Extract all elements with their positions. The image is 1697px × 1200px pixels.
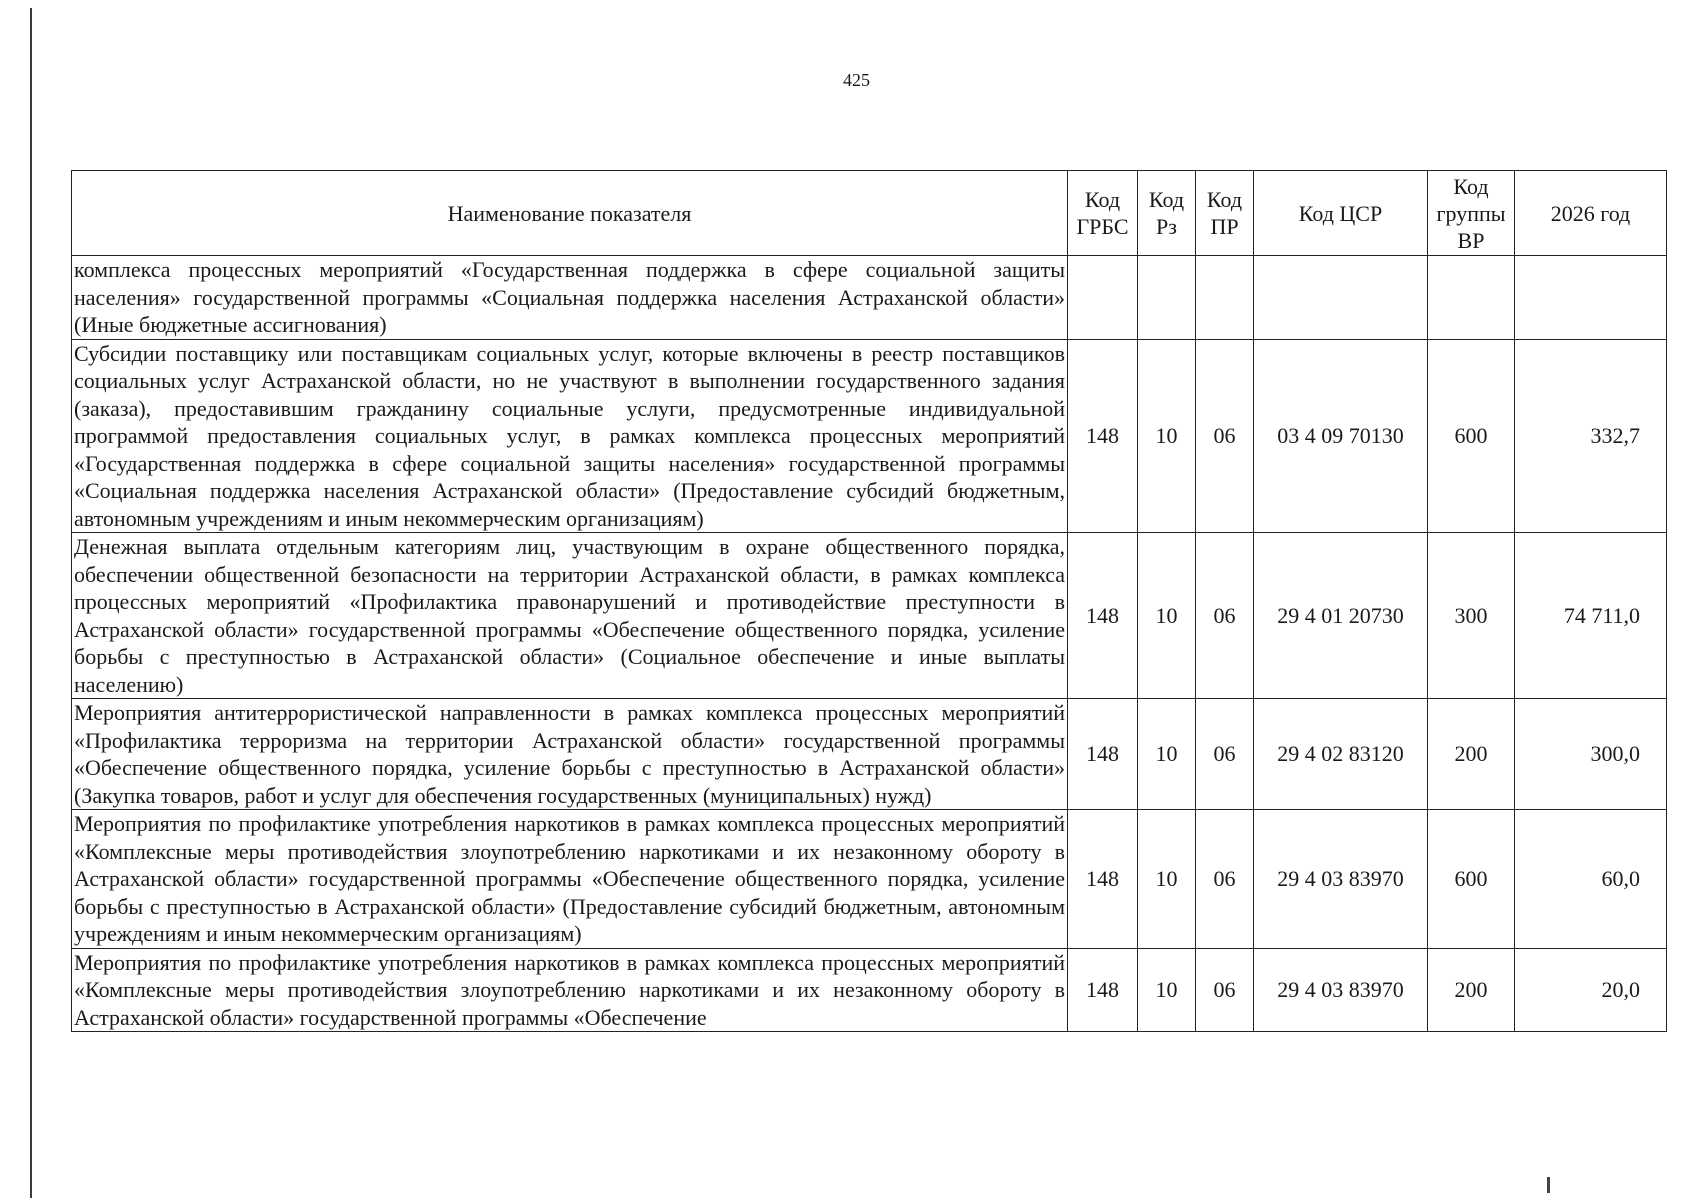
row-amount: 300,0: [1515, 699, 1667, 810]
header-pr: Код ПР: [1196, 171, 1254, 256]
row-csr: [1254, 256, 1428, 340]
row-pr: [1196, 256, 1254, 340]
row-name: комплекса процессных мероприятий «Государственная поддержка в сфере социальной защиты населения» государственной программы «Социальная поддержка населения Астраханской области» (Иные бюджетные ассигнования): [72, 256, 1068, 340]
header-year: 2026 год: [1515, 171, 1667, 256]
row-amount: 20,0: [1515, 948, 1667, 1032]
row-name: Мероприятия по профилактике употребления наркотиков в рамках комплекса процессных мероприятий «Комплексные меры противодействия злоупотреблению наркотиками и их незаконному обороту в Астраханской области» государственной программы «Обеспечение: [72, 948, 1068, 1032]
row-vr: 600: [1428, 339, 1515, 533]
header-rz: Код Рз: [1138, 171, 1196, 256]
row-pr: 06: [1196, 699, 1254, 810]
row-pr: 06: [1196, 810, 1254, 949]
header-vr: Код группы ВР: [1428, 171, 1515, 256]
row-grbs: 148: [1068, 533, 1138, 699]
row-rz: 10: [1138, 810, 1196, 949]
row-vr: 300: [1428, 533, 1515, 699]
table-header-row: [72, 171, 1667, 256]
table-row: [72, 339, 1667, 533]
row-rz: 10: [1138, 948, 1196, 1032]
table-row: [72, 810, 1667, 949]
page-edge-line: [30, 8, 32, 1198]
row-vr: [1428, 256, 1515, 340]
row-name: Субсидии поставщику или поставщикам социальных услуг, которые включены в реестр поставщиков социальных услуг Астраханской области, но не участвуют в выполнении государственного задания (заказа), предоставившим гражданину социальные услуги, предусмотренные индивидуальной программой предоставления социальных услуг, в рамках комплекса процессных мероприятий «Государственная поддержка в сфере социальной защиты населения» государственной программы «Социальная поддержка населения Астраханской области» (Предоставление субсидий бюджетным, автономным учреждениям и иным некоммерческим организациям): [72, 339, 1068, 533]
row-vr: 200: [1428, 948, 1515, 1032]
row-name: Мероприятия антитеррористической направленности в рамках комплекса процессных мероприятий «Профилактика терроризма на территории Астраханской области» государственной программы «Обеспечение общественного порядка, усиление борьбы с преступностью в Астраханской области» (Закупка товаров, работ и услуг для обеспечения государственных (муниципальных) нужд): [72, 699, 1068, 810]
row-vr: 200: [1428, 699, 1515, 810]
row-pr: 06: [1196, 533, 1254, 699]
stray-ink-mark: [1547, 1177, 1550, 1193]
header-csr: Код ЦСР: [1254, 171, 1428, 256]
row-amount: 332,7: [1515, 339, 1667, 533]
table-row: [72, 256, 1667, 340]
row-amount: 60,0: [1515, 810, 1667, 949]
row-rz: [1138, 256, 1196, 340]
row-pr: 06: [1196, 339, 1254, 533]
row-grbs: [1068, 256, 1138, 340]
row-name: Денежная выплата отдельным категориям лиц, участвующим в охране общественного порядка, обеспечении общественной безопасности на территории Астраханской области, в рамках комплекса процессных мероприятий «Профилактика правонарушений и противодействие преступности в Астраханской области» государственной программы «Обеспечение общественного порядка, усиление борьбы с преступностью в Астраханской области» (Социальное обеспечение и иные выплаты населению): [72, 533, 1068, 699]
page-number: 425: [843, 70, 870, 90]
table-row: [72, 948, 1667, 1032]
row-amount: 74 711,0: [1515, 533, 1667, 699]
budget-table: [71, 170, 1667, 1032]
row-vr: 600: [1428, 810, 1515, 949]
row-csr: 29 4 02 83120: [1254, 699, 1428, 810]
table-row: [72, 533, 1667, 699]
row-name: Мероприятия по профилактике употребления наркотиков в рамках комплекса процессных мероприятий «Комплексные меры противодействия злоупотреблению наркотиками и их незаконному обороту в Астраханской области» государственной программы «Обеспечение общественного порядка, усиление борьбы с преступностью в Астраханской области» (Предоставление субсидий бюджетным, автономным учреждениям и иным некоммерческим организациям): [72, 810, 1068, 949]
row-grbs: 148: [1068, 339, 1138, 533]
row-csr: 29 4 03 83970: [1254, 810, 1428, 949]
row-grbs: 148: [1068, 810, 1138, 949]
row-csr: 03 4 09 70130: [1254, 339, 1428, 533]
row-csr: 29 4 01 20730: [1254, 533, 1428, 699]
row-grbs: 148: [1068, 699, 1138, 810]
row-grbs: 148: [1068, 948, 1138, 1032]
row-pr: 06: [1196, 948, 1254, 1032]
row-rz: 10: [1138, 339, 1196, 533]
table-row: [72, 699, 1667, 810]
row-rz: 10: [1138, 533, 1196, 699]
header-grbs: Код ГРБС: [1068, 171, 1138, 256]
row-amount: [1515, 256, 1667, 340]
row-rz: 10: [1138, 699, 1196, 810]
header-name: Наименование показателя: [72, 171, 1068, 256]
row-csr: 29 4 03 83970: [1254, 948, 1428, 1032]
